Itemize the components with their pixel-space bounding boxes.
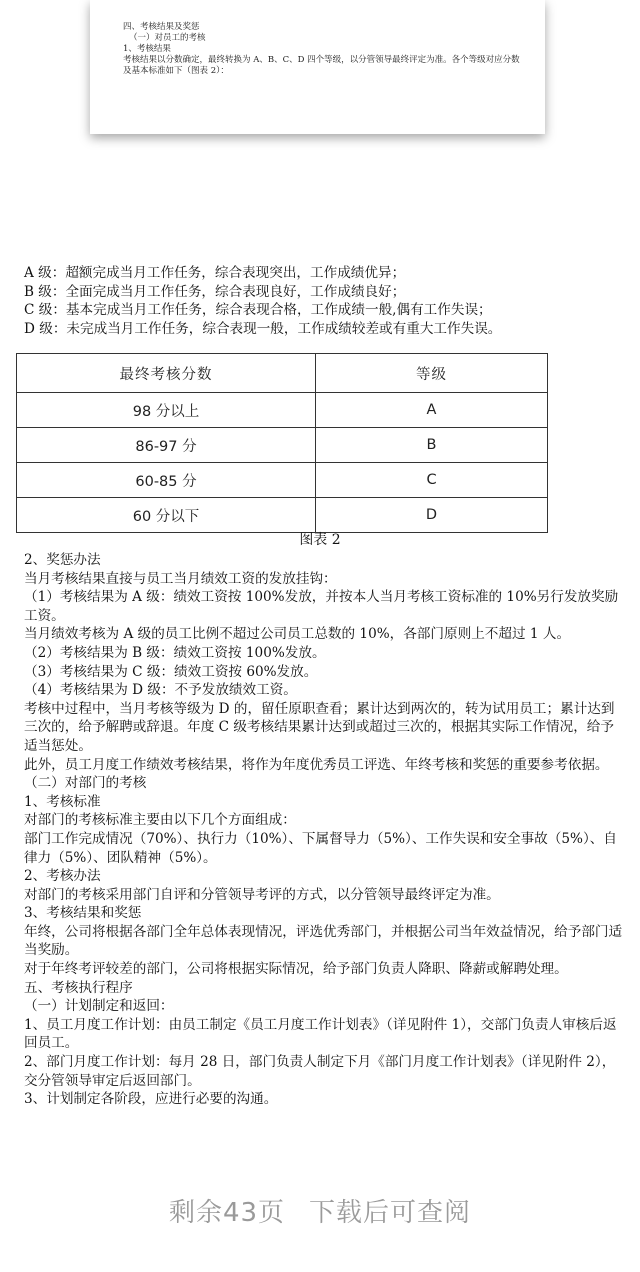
paragraph: 部门工作完成情况（70%）、执行力（10%）、下属督导力（5%）、工作失误和安全事故（5%）、自律力（5%）、团队精神（5%）。	[24, 830, 617, 866]
document-preview-card	[90, 0, 545, 134]
table-row	[17, 498, 548, 533]
grade-c-desc: C 级：基本完成当月工作任务，综合表现合格，工作成绩一般,偶有工作失误；	[24, 302, 492, 319]
grade-b-desc: B 级：全面完成当月工作任务，综合表现良好，工作成绩良好；	[24, 283, 406, 300]
paragraph: 对部门的考核标准主要由以下几个方面组成：	[24, 812, 296, 829]
header-grade: 等级	[316, 354, 548, 393]
grade-table	[16, 353, 548, 533]
paragraph: 对部门的考核采用部门自评和分管领导考评的方式，以分管领导最终评定为准。	[24, 886, 500, 903]
header-score: 最终考核分数	[17, 354, 316, 393]
paragraph: （4）考核结果为 D 级：不予发放绩效工资。	[24, 682, 297, 699]
preview-item-heading: 1、考核结果	[123, 44, 171, 54]
paragraph: （1）考核结果为 A 级：绩效工资按 100%发放，并按本人当月考核工资标准的 10%另行发放奖励工资。	[24, 589, 619, 624]
download-prompt-button[interactable]	[0, 1170, 640, 1250]
paragraph: 对于年终考评较差的部门，公司将根据实际情况，给予部门负责人降职、降薪或解聘处理。	[24, 961, 568, 978]
preview-section-heading: 四、考核结果及奖惩	[123, 22, 200, 32]
preview-content	[123, 22, 523, 77]
table-header-row	[17, 354, 548, 393]
heading: 3、考核结果和奖惩	[24, 905, 142, 922]
cell-score: 60-85 分	[17, 463, 316, 498]
paragraph: 年终，公司将根据各部门全年总体表现情况，评选优秀部门，并根据公司当年效益情况，给予部门适当奖励。	[24, 923, 623, 959]
table-row	[17, 428, 548, 463]
heading-department: （二）对部门的考核	[24, 775, 147, 792]
cell-grade: C	[316, 463, 548, 498]
heading-procedure: 五、考核执行程序	[24, 979, 133, 996]
preview-paragraph: 考核结果以分数确定，最终转换为 A、B、C、D 四个等级，以分管领导最终评定为准。各个等级对应分数及基本标准如下（图表 2）：	[123, 55, 520, 76]
heading: （一）计划制定和返回：	[24, 998, 174, 1015]
remaining-pages-label: 剩余43页	[168, 1197, 286, 1228]
table-row	[17, 393, 548, 428]
table-row	[17, 463, 548, 498]
paragraph: 当月绩效考核为 A 级的员工比例不超过公司员工总数的 10%，各部门原则上不超过 1 人。	[24, 626, 571, 643]
download-to-view-label: 下载后可查阅	[309, 1197, 472, 1228]
paragraph: 当月考核结果直接与员工当月绩效工资的发放挂钩：	[24, 570, 337, 587]
cell-score: 86-97 分	[17, 428, 316, 463]
cell-score: 60 分以下	[17, 498, 316, 533]
document-body	[24, 551, 624, 1109]
cell-grade: D	[316, 498, 548, 533]
preview-subsection-heading: （一）对员工的考核	[129, 33, 206, 43]
grade-descriptions	[24, 264, 624, 338]
table-caption: 图表 2	[299, 532, 341, 548]
paragraph: 考核中过程中，当月考核等级为 D 的，留任原职查看；累计达到两次的，转为试用员工；累计达到三次的，给予解聘或辞退。年度 C 级考核结果累计达到或超过三次的，根据其实际工作情况，给予适当惩处。	[24, 700, 615, 754]
cell-grade: A	[316, 393, 548, 428]
paragraph: 3、计划制定各阶段，应进行必要的沟通。	[24, 1091, 278, 1108]
cell-score: 98 分以上	[17, 393, 316, 428]
paragraph: （3）考核结果为 C 级：绩效工资按 60%发放。	[24, 663, 318, 680]
heading-rewards: 2、奖惩办法	[24, 552, 101, 568]
paragraph: （2）考核结果为 B 级：绩效工资按 100%发放。	[24, 644, 326, 661]
heading: 2、考核办法	[24, 868, 101, 885]
heading: 1、考核标准	[24, 793, 101, 810]
cell-grade: B	[316, 428, 548, 463]
paragraph: 2、部门月度工作计划：每月 28 日，部门负责人制定下月《部门月度工作计划表》（详见附件 2），交分管领导审定后返回部门。	[24, 1054, 616, 1089]
paragraph: 此外，员工月度工作绩效考核结果，将作为年度优秀员工评选、年终考核和奖惩的重要参考依据。	[24, 756, 609, 773]
paragraph: 1、员工月度工作计划：由员工制定《员工月度工作计划表》（详见附件 1），交部门负责人审核后返回员工。	[24, 1016, 617, 1052]
grade-d-desc: D 级：未完成当月工作任务，综合表现一般，工作成绩较差或有重大工作失误。	[24, 320, 502, 337]
grade-a-desc: A 级：超额完成当月工作任务，综合表现突出，工作成绩优异；	[24, 265, 406, 281]
